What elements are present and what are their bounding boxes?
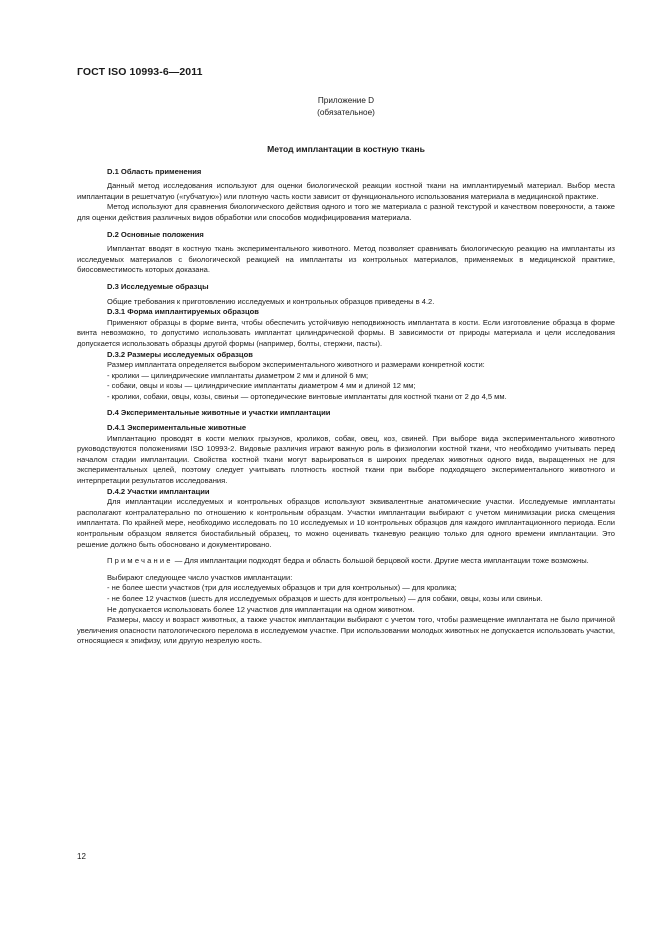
- paragraph: Не допускается использовать более 12 участков для имплантации на одном животном.: [107, 604, 415, 614]
- paragraph: Размеры, массу и возраст животных, а также участок имплантации выбирают с учетом того, чтобы размещение имплантата не было причиной увеличения опасности патологического перелома в исследуемом участке. При использовании молодых животных не допускается использовать участки, относящиеся к эпифизу, или другую незрелую кость.: [77, 615, 615, 646]
- note-text: — Для имплантации подходят бедра и область большой берцовой кости. Другие места имплантации тоже возможны.: [172, 556, 589, 566]
- paragraph: Имплантацию проводят в кости мелких грызунов, кроликов, собак, овец, коз, свиней. При выборе вида экспериментального животного руководствуются положениями ISO 10993-2. Видовые различия играют важную роль в физиологии костной ткани, что необходимо учитывать перед началом стадии имплантации. Свойства костной ткани могут варьироваться в широких пределах животных одного вида, выращенных не для экспериментальных целей, поэтому следует учитывать плотность костной ткани при выборе подходящего экспериментального животного и интерпретации результатов исследования.: [77, 433, 615, 486]
- section-heading-d3: D.3 Исследуемые образцы: [107, 281, 209, 291]
- subsection-heading-d31: D.3.1 Форма имплантируемых образцов: [107, 307, 259, 317]
- list-item: - не более 12 участков (шесть для исследуемых образцов и шесть для контрольных) — для собаки, овцы, козы или свиньи.: [107, 593, 543, 603]
- subsection-heading-d42: D.4.2 Участки имплантации: [107, 486, 210, 496]
- list-item: - собаки, овцы и козы — цилиндрические имплантаты диаметром 4 мм и длиной 12 мм;: [107, 381, 416, 391]
- document-header: ГОСТ ISO 10993-6—2011: [77, 66, 203, 78]
- document-body: [77, 95, 615, 647]
- list-item: - кролики, собаки, овцы, козы, свиньи — ортопедические винтовые имплантаты для костной ткани от 2 до 4,5 мм.: [107, 391, 507, 401]
- section-heading-d1: D.1 Область применения: [107, 166, 202, 176]
- page-number: 12: [77, 852, 86, 861]
- subsection-heading-d41: D.4.1 Экспериментальные животные: [107, 423, 247, 433]
- paragraph: Метод используют для сравнения биологического действия одного и того же материала с разной текстурой и качеством поверхности, а также для оценки действия различных видов обработки или способов модифицирования материала.: [77, 202, 615, 222]
- list-item: - не более шести участков (три для исследуемых образцов и три для контрольных) — для кролика;: [107, 583, 457, 593]
- note: [77, 556, 615, 567]
- note-label: Примечание: [107, 556, 173, 566]
- subsection-heading-d32: D.3.2 Размеры исследуемых образцов: [107, 349, 253, 359]
- paragraph: Имплантат вводят в костную ткань экспериментального животного. Метод позволяет сравнивать биологическую реакцию на имплантаты из исследуемых материалов с биологической реакцией на имплантаты из контрольных материалов, применяемых в медицинской практике, биосовместимость которых доказана.: [77, 244, 615, 275]
- annex-label: Приложение D: [317, 96, 375, 105]
- annex-status: (обязательное): [317, 107, 375, 117]
- list-item: - кролики — цилиндрические имплантаты диаметром 2 мм и длиной 6 мм;: [107, 370, 369, 380]
- paragraph: Для имплантации исследуемых и контрольных образцов используют эквивалентные анатомические участки. Исследуемые имплантаты располагают контралатерально по отношению к контрольным образцам. Участки имплантации выбирают с учетом минимизации риска смещения имплантата. По крайней мере, необходимо исследовать по 10 исследуемых и 10 контрольных образцов для каждого имплантационного периода. Если контрольным образцом является биостабильный образец, то можно оценивать тканевую реакцию только для одного времени имплантации. Это решение должно быть обосновано и документировано.: [77, 497, 615, 549]
- paragraph: Применяют образцы в форме винта, чтобы обеспечить устойчивую неподвижность имплантата в кости. Если изготовление образца в форме винта невозможно, то допустимо использовать имплантат цилиндрической формы. В зависимости от природы материала и цели исследования допускается использовать образцы другой формы (например, болты, стержни, пасты).: [77, 317, 615, 348]
- paragraph: Общие требования к приготовлению исследуемых и контрольных образцов приведены в 4.2.: [107, 296, 435, 306]
- paragraph: Выбирают следующее число участков имплантации:: [107, 572, 293, 582]
- paragraph: Данный метод исследования используют для оценки биологической реакции костной ткани на имплантируемый материал. Выбор места имплантации в решетчатую («губчатую») или плотную часть кости зависит от функционального использования материала в медицинской практике.: [77, 181, 615, 201]
- paragraph: Размер имплантата определяется выбором экспериментального животного и размерами конкретной кости:: [107, 360, 485, 370]
- section-heading-d2: D.2 Основные положения: [107, 229, 204, 239]
- page-title: Метод имплантации в костную ткань: [267, 144, 425, 154]
- section-heading-d4: D.4 Экспериментальные животные и участки имплантации: [107, 408, 331, 418]
